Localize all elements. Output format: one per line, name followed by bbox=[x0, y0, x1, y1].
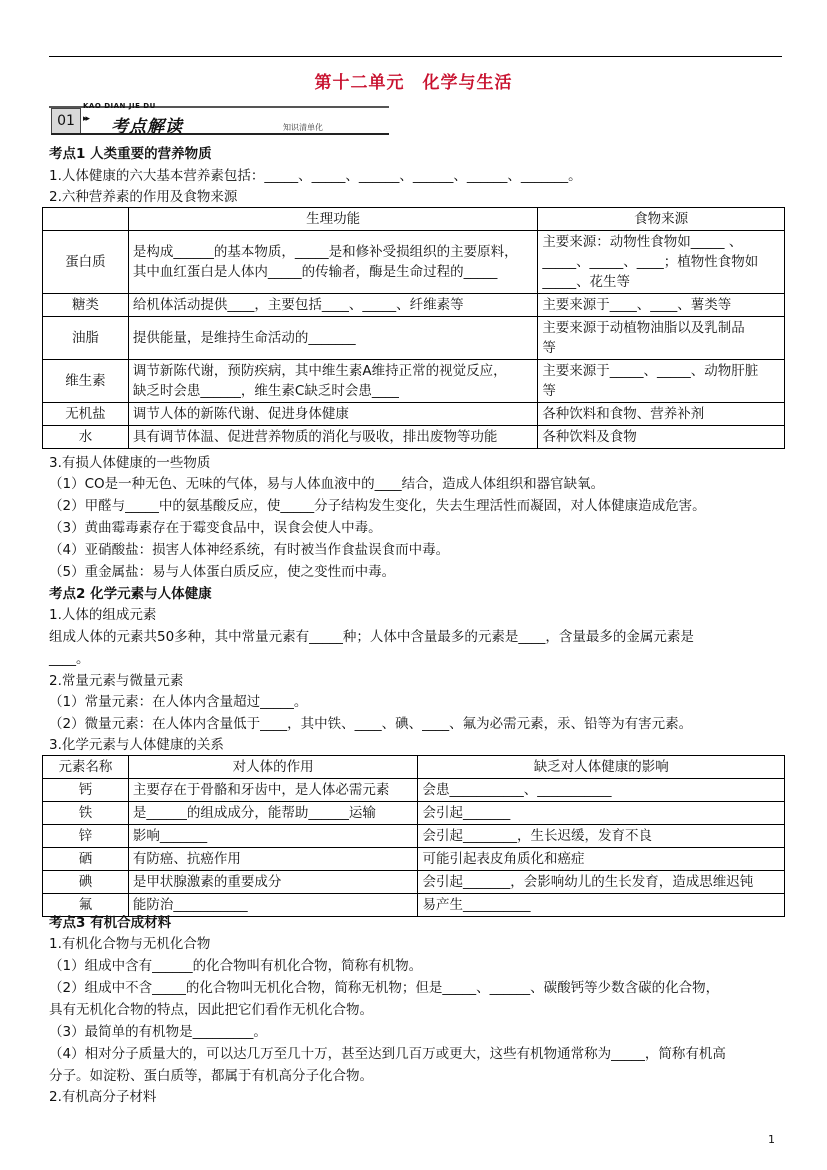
cell-line: 其中血红蛋白是人体内_____的传输者，酶是生命过程的_____ bbox=[132, 264, 498, 280]
nutrient-function: 调节人体的新陈代谢、促进身体健康 bbox=[128, 403, 537, 426]
nutrient-source bbox=[538, 231, 785, 294]
list-item: （3）黄曲霉毒素存在于霉变食品中，误食会使人中毒。 bbox=[49, 520, 382, 536]
nutrient-name: 油脂 bbox=[43, 317, 129, 360]
arrow-icon: ▸▸ bbox=[83, 114, 89, 124]
element-name: 硒 bbox=[43, 848, 129, 871]
element-role: 能防治___________ bbox=[128, 894, 418, 917]
list-item: （4）相对分子质量大的，可以达几万至几十万，甚至达到几百万或更大，这些有机物通常称为_____，简称有机高 bbox=[49, 1046, 726, 1062]
list-item: （2）组成中不含_____的化合物叫无机化合物，简称无机物；但是_____、______、碳酸钙等少数含碳的化合物， bbox=[49, 980, 720, 996]
list-item: （2）甲醛与_____中的氨基酸反应，使_____分子结构发生变化，失去生理活性而凝固，对人体健康造成危害。 bbox=[49, 498, 706, 514]
element-deficiency: 会引起_______ bbox=[418, 802, 785, 825]
paragraph: 1.人体的组成元素 bbox=[49, 607, 157, 623]
element-role: 有防癌、抗癌作用 bbox=[128, 848, 418, 871]
nutrients-table bbox=[42, 207, 785, 449]
element-name: 锌 bbox=[43, 825, 129, 848]
table-row bbox=[43, 779, 785, 802]
paragraph: 2.常量元素与微量元素 bbox=[49, 673, 184, 689]
table-row bbox=[43, 802, 785, 825]
element-role: 影响_______ bbox=[128, 825, 418, 848]
table-header-cell: 对人体的作用 bbox=[128, 756, 418, 779]
nutrient-source: 各种饮料及食物 bbox=[538, 426, 785, 449]
banner-heading: 考点解读 bbox=[111, 117, 183, 137]
banner-pinyin: KAO DIAN JIE DU bbox=[83, 102, 156, 110]
nutrient-source: 各种饮料和食物、营养补剂 bbox=[538, 403, 785, 426]
paragraph: 1.有机化合物与无机化合物 bbox=[49, 936, 211, 952]
element-name: 氟 bbox=[43, 894, 129, 917]
element-deficiency: 会引起________，生长迟缓，发育不良 bbox=[418, 825, 785, 848]
cell-line: 调节新陈代谢，预防疾病，其中维生素A维持正常的视觉反应， bbox=[132, 363, 507, 379]
table-header-row bbox=[43, 208, 785, 231]
list-item: （5）重金属盐：易与人体蛋白质反应，使之变性而中毒。 bbox=[49, 564, 396, 580]
table-row bbox=[43, 848, 785, 871]
paragraph: 组成人体的元素共50多种，其中常量元素有_____种；人体中含量最多的元素是____，含量最多的金属元素是 bbox=[49, 629, 694, 645]
table-header-cell: 生理功能 bbox=[128, 208, 537, 231]
paragraph: 2.有机高分子材料 bbox=[49, 1089, 157, 1105]
banner-underline bbox=[51, 133, 389, 135]
page-title: 第十二单元 化学与生活 bbox=[314, 73, 513, 93]
table-row bbox=[43, 403, 785, 426]
list-item: （4）亚硝酸盐：损害人体神经系统，有时被当作食盐误食而中毒。 bbox=[49, 542, 450, 558]
list-item: （1）常量元素：在人体内含量超过_____。 bbox=[49, 694, 308, 710]
element-deficiency: 会引起_______，会影响幼儿的生长发育，造成思维迟钝 bbox=[418, 871, 785, 894]
paragraph: 3.有损人体健康的一些物质 bbox=[49, 455, 211, 471]
paragraph: 3.化学元素与人体健康的关系 bbox=[49, 737, 224, 753]
cell-line: _____、_____、____；植物性食物如 bbox=[542, 254, 759, 270]
cell-line: 主要来源于_____、_____、动物肝脏 bbox=[542, 363, 759, 379]
table-row bbox=[43, 825, 785, 848]
nutrient-source bbox=[538, 360, 785, 403]
nutrient-source: 主要来源于____、____、薯类等 bbox=[538, 294, 785, 317]
table-header-cell: 缺乏对人体健康的影响 bbox=[418, 756, 785, 779]
cell-line: 缺乏时会患______，维生素C缺乏时会患____ bbox=[132, 383, 399, 399]
table-header-cell bbox=[43, 208, 129, 231]
element-role: 是______的组成成分，能帮助______运输 bbox=[128, 802, 418, 825]
element-name: 铁 bbox=[43, 802, 129, 825]
nutrient-source bbox=[538, 317, 785, 360]
paragraph: 1.人体健康的六大基本营养素包括：_____、_____、______、______、______、_______。 bbox=[49, 168, 582, 184]
elements-table bbox=[42, 755, 785, 917]
cell-line: 等 bbox=[542, 340, 556, 356]
paragraph: ____。 bbox=[49, 651, 90, 667]
element-deficiency: 易产生__________ bbox=[418, 894, 785, 917]
element-name: 碘 bbox=[43, 871, 129, 894]
element-role: 主要存在于骨骼和牙齿中，是人体必需元素 bbox=[128, 779, 418, 802]
cell-line: 等 bbox=[542, 383, 556, 399]
nutrient-function bbox=[128, 360, 537, 403]
list-item: （1）CO是一种无色、无味的气体，易与人体血液中的____结合，造成人体组织和器官缺氧。 bbox=[49, 476, 605, 492]
element-name: 钙 bbox=[43, 779, 129, 802]
table-row bbox=[43, 294, 785, 317]
cell-line: 主要来源：动物性食物如_____ 、 bbox=[542, 234, 743, 250]
table-row bbox=[43, 426, 785, 449]
nutrient-name: 蛋白质 bbox=[43, 231, 129, 294]
nutrient-name: 无机盐 bbox=[43, 403, 129, 426]
nutrient-function: 给机体活动提供____，主要包括____、_____、纤维素等 bbox=[128, 294, 537, 317]
list-item: （3）最简单的有机物是_________。 bbox=[49, 1024, 267, 1040]
nutrient-name: 水 bbox=[43, 426, 129, 449]
cell-line: 是构成______的基本物质，_____是和修补受损组织的主要原料， bbox=[132, 244, 518, 260]
cell-line: 主要来源于动植物油脂以及乳制品 bbox=[542, 320, 745, 336]
paragraph: 2.六种营养素的作用及食物来源 bbox=[49, 189, 238, 205]
banner-subtitle: 知识清单化 bbox=[283, 123, 323, 132]
section-heading: 考点2 化学元素与人体健康 bbox=[49, 586, 212, 602]
section-heading: 考点1 人类重要的营养物质 bbox=[49, 146, 212, 162]
nutrient-function: 提供能量，是维持生命活动的_______ bbox=[128, 317, 537, 360]
element-deficiency: 可能引起表皮角质化和癌症 bbox=[418, 848, 785, 871]
list-item: 具有无机化合物的特点，因此把它们看作无机化合物。 bbox=[49, 1002, 373, 1018]
element-deficiency: 会患___________、___________ bbox=[418, 779, 785, 802]
banner-number: 01 bbox=[51, 108, 81, 134]
nutrient-function bbox=[128, 231, 537, 294]
nutrient-function: 具有调节体温、促进营养物质的消化与吸收，排出废物等功能 bbox=[128, 426, 537, 449]
element-role: 是甲状腺激素的重要成分 bbox=[128, 871, 418, 894]
table-row bbox=[43, 231, 785, 294]
cell-line: _____、花生等 bbox=[542, 274, 631, 290]
list-item: （1）组成中含有______的化合物叫有机化合物，简称有机物。 bbox=[49, 958, 423, 974]
table-header-cell: 食物来源 bbox=[538, 208, 785, 231]
list-item: 分子。如淀粉、蛋白质等，都属于有机高分子化合物。 bbox=[49, 1068, 373, 1084]
nutrient-name: 糖类 bbox=[43, 294, 129, 317]
page-number: 1 bbox=[768, 1133, 775, 1146]
section-heading: 考点3 有机合成材料 bbox=[49, 915, 172, 931]
table-header-row bbox=[43, 756, 785, 779]
table-row bbox=[43, 360, 785, 403]
header-rule bbox=[49, 56, 782, 57]
list-item: （2）微量元素：在人体内含量低于____，其中铁、____、碘、____、氟为必需元素，汞、铅等为有害元素。 bbox=[49, 716, 693, 732]
table-header-cell: 元素名称 bbox=[43, 756, 129, 779]
table-row bbox=[43, 317, 785, 360]
table-row bbox=[43, 871, 785, 894]
section-banner bbox=[49, 104, 389, 136]
nutrient-name: 维生素 bbox=[43, 360, 129, 403]
